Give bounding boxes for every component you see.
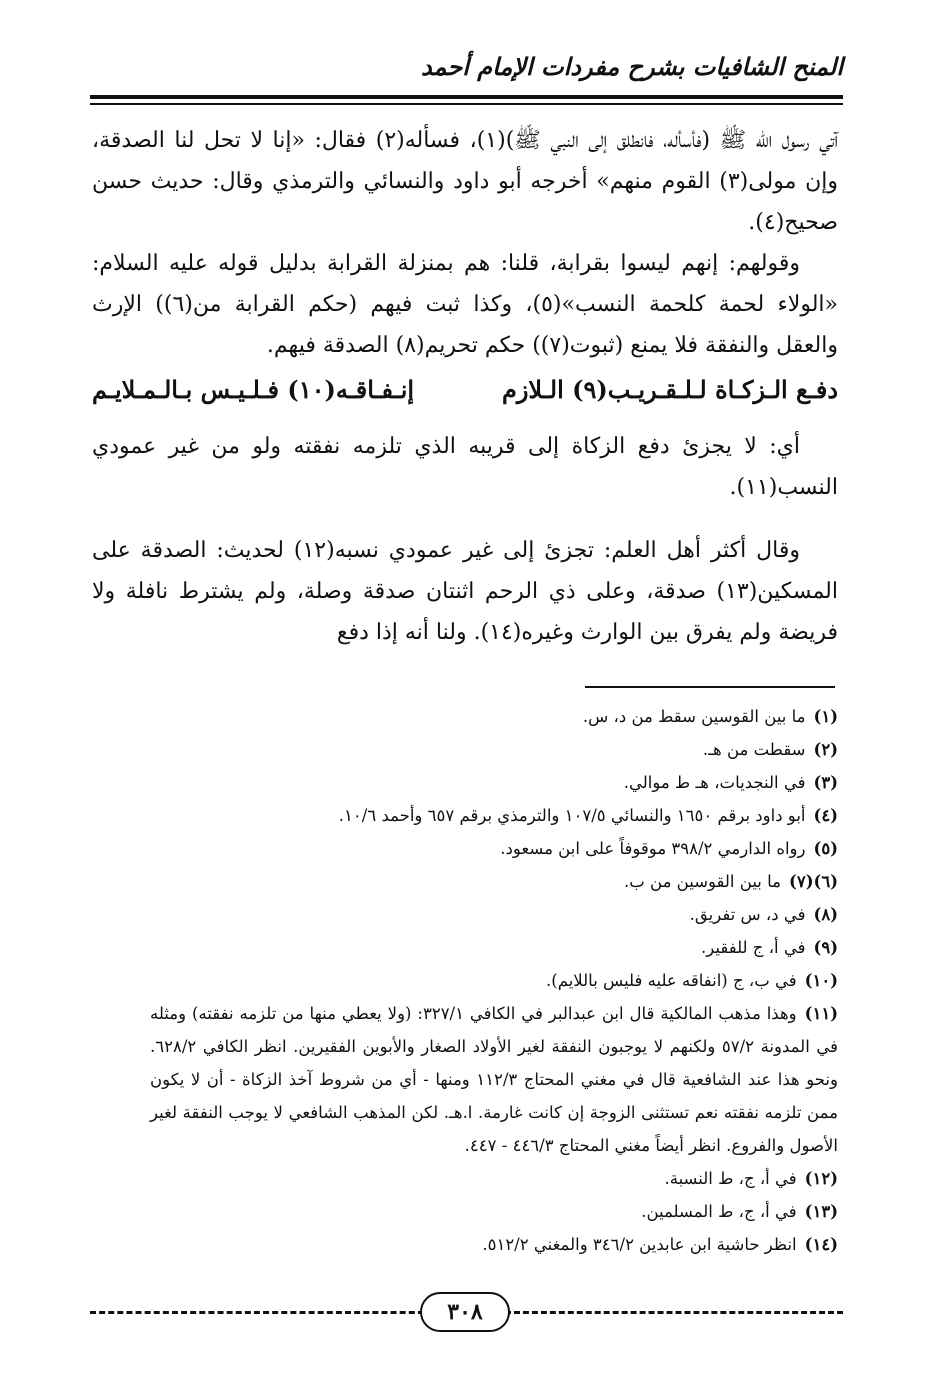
poem-verse <box>92 368 838 412</box>
footnote-text: أبو داود برقم ١٦٥٠ والنسائي ١٠٧/٥ والترمذي برقم ٦٥٧ وأحمد ١٠/٦. <box>338 806 806 825</box>
footnote-number: (٤) <box>813 806 838 825</box>
verse-right-hemistich: دفـع الـزكـاة لـلـقـريـب(٩) الـلازم <box>501 375 838 404</box>
footnote-separator <box>585 686 835 688</box>
page-number: ٣٠٨ <box>420 1292 510 1332</box>
footnotes <box>150 700 838 1261</box>
footnote-number: (٢) <box>813 740 838 759</box>
verse-left-hemistich: إنـفـاقـه(١٠) فـلـيـس بـالـمـلايـم <box>92 375 415 404</box>
footnote-number: (١١) <box>804 1004 838 1023</box>
footnote <box>150 1228 838 1261</box>
footnote-number: (١) <box>813 707 838 726</box>
footnote <box>150 1162 838 1195</box>
footnote-number: (٩) <box>813 938 838 957</box>
footer-dashed-rule <box>505 1311 843 1314</box>
footnote <box>150 799 838 832</box>
paragraph-3: أي: لا يجزئ دفع الزكاة إلى قريبه الذي تلزمه نفقته ولو من غير عمودي النسب(١١). <box>92 434 838 500</box>
footnote <box>150 898 838 931</box>
footnote <box>150 931 838 964</box>
header-rule <box>90 95 843 99</box>
paragraph-4: وقال أكثر أهل العلم: تجزئ إلى غير عمودي نسبه(١٢) لحديث: الصدقة على المسكين(١٣) صدقة، وعلى ذي الرحم اثنتان صدقة وصلة، ولم يشترط نافلة ولا فريضة ولم يفرق بين الوارث وغيره(١٤). ولنا أنه إذا دفع <box>92 538 838 645</box>
footnote-text: في ب، ج (انفاقه عليه فليس باللايم). <box>546 971 797 990</box>
footnote <box>150 1195 838 1228</box>
footnote-text: سقطت من هـ. <box>702 740 806 759</box>
paragraph-1: آتي رسول الله ﷺ (فأسأله، فانطلق إلى النبي ﷺ)(١)، فسأله(٢) فقال: «إنا لا تحل لنا الصدقة، وإن مولى(٣) القوم منهم» أخرجه أبو داود والنسائي والترمذي وقال: حديث حسن صحيح(٤). <box>92 128 838 235</box>
footnote <box>150 997 838 1162</box>
footnote-text: في أ، ج، ط النسبة. <box>664 1169 797 1188</box>
footnote-text: في أ، ج، ط المسلمين. <box>641 1202 797 1221</box>
footnote <box>150 865 838 898</box>
footnote-text: وهذا مذهب المالكية قال ابن عبدالبر في الكافي ٣٢٧/١: (ولا يعطي منها من تلزمه نفقته) ومثله في المدونة ٥٧/٢ ولكنهم لا يوجبون النفقة لغير الأولاد الصغار والأبوين الفقيرين. انظر الكافي ٦٢٨/٢. ونحو هذا عند الشافعية قال في مغني المحتاج ١١٢/٣ ومنها - أي من شروط آخذ الزكاة - أن لا يكون ممن تلزمه نفقته نعم تستثنى الزوجة إن كانت غارمة. ا.هـ. لكن المذهب الشافعي لا يوجب النفقة لغير الأصول والفروع. انظر أيضاً مغني المحتاج ٤٤٦/٣ - ٤٤٧. <box>150 1004 838 1155</box>
footnote-text: ما بين القوسين من ب. <box>624 872 781 891</box>
footnote <box>150 766 838 799</box>
running-header: المنح الشافيات بشرح مفردات الإمام أحمد <box>420 52 843 81</box>
footnote <box>150 964 838 997</box>
footnote-text: في النجديات، هـ ط موالي. <box>623 773 806 792</box>
footnote-number: (٨) <box>813 905 838 924</box>
footnote-number: (٥) <box>813 839 838 858</box>
footnote <box>150 700 838 733</box>
paragraph-2: وقولهم: إنهم ليسوا بقرابة، قلنا: هم بمنزلة القرابة بدليل قوله عليه السلام: «الولاء لحمة كلحمة النسب»(٥)، وكذا ثبت فيهم (حكم القرابة من(٦)) الإرث والعقل والنفقة فلا يمنع (ثبوت(٧)) حكم تحريم(٨) الصدقة فيهم. <box>92 251 838 358</box>
footnote <box>150 832 838 865</box>
footer-dashed-rule <box>90 1311 433 1314</box>
footnote-number: (١٤) <box>804 1235 838 1254</box>
footnote-number: (١٠) <box>804 971 838 990</box>
footnote-number: (١٣) <box>804 1202 838 1221</box>
footnote-number: (١٢) <box>804 1169 838 1188</box>
footnote-text: انظر حاشية ابن عابدين ٣٤٦/٢ والمغني ٥١٢/٢. <box>482 1235 797 1254</box>
header-rule-thin <box>90 103 843 105</box>
footnote-text: ما بين القوسين سقط من د، س. <box>582 707 806 726</box>
footnote-text: في أ، ج للفقير. <box>701 938 806 957</box>
footnote-number: (٣) <box>813 773 838 792</box>
footnote-number: (٦)(٧) <box>789 872 838 891</box>
footnote <box>150 733 838 766</box>
footnote-text: في د، س تفريق. <box>689 905 806 924</box>
main-text <box>92 120 838 653</box>
footnote-text: رواه الدارمي ٣٩٨/٢ موقوفاً على ابن مسعود. <box>500 839 806 858</box>
